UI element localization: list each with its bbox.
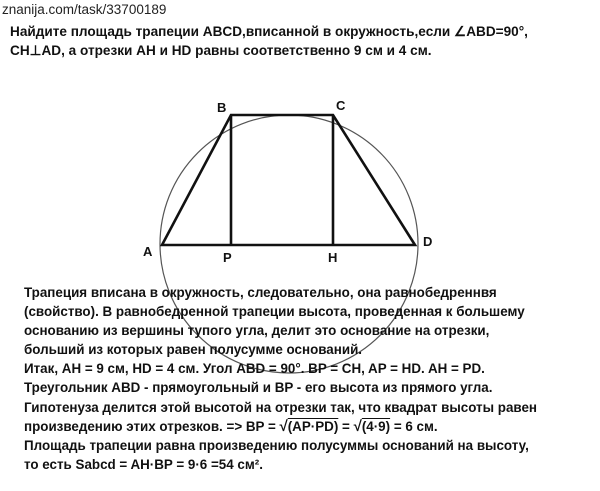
solution-line: Гипотенуза делится этой высотой на отрезки так, что квадрат высоты равен: [24, 399, 537, 415]
solution-line: Итак, AH = 9 см, HD = 4 см. Угол ABD = 90°. BP = CH, AP = HD. AH = PD.: [24, 361, 485, 377]
solution-line: [24, 417, 594, 436]
solution-line: Треугольник ABD - прямоугольный и BP - его высота из прямого угла.: [24, 380, 493, 396]
label-p: P: [223, 250, 232, 265]
label-d: D: [423, 234, 433, 249]
label-b: B: [217, 100, 227, 115]
radicand: (4·9): [361, 418, 391, 434]
solution-line: (свойство). В равнобедренной трапеции высота, проведенная к большему: [24, 304, 525, 320]
solution-text-fragment: =: [338, 418, 354, 434]
sqrt-sign: √: [279, 417, 288, 435]
solution-line: Трапеция вписана в окружность, следовательно, она равнобедреннвя: [24, 285, 497, 300]
solution-line: больший из которых равен полусумме оснований.: [24, 342, 363, 358]
source-url: znanija.com/task/33700189: [2, 2, 167, 17]
solution-text: [24, 283, 594, 474]
solution-line: то есть Sabcd = AH·BP = 9·6 =54 см².: [24, 456, 263, 472]
label-a: A: [143, 244, 153, 259]
sqrt-sign: √: [353, 417, 362, 435]
solution-line: Площадь трапеции равна произведению полусуммы оснований на высоту,: [24, 437, 529, 453]
radicand: (AP·PD): [287, 418, 339, 434]
solution-line: основанию из вершины тупого угла, делит это основание на отрезки,: [24, 323, 490, 339]
problem-line: Найдите площадь трапеции ABCD,вписанной в окружность,если ∠ABD=90°,: [10, 24, 528, 39]
label-h: H: [328, 250, 338, 265]
solution-text-fragment: = 6 см.: [390, 418, 438, 434]
trapezoid-abcd: [162, 115, 415, 245]
label-c: C: [336, 98, 346, 113]
solution-text-fragment: произведению этих отрезков. => BP =: [24, 418, 280, 434]
problem-line: CH⊥AD, а отрезки AH и HD равны соответственно 9 см и 4 см.: [10, 43, 432, 58]
